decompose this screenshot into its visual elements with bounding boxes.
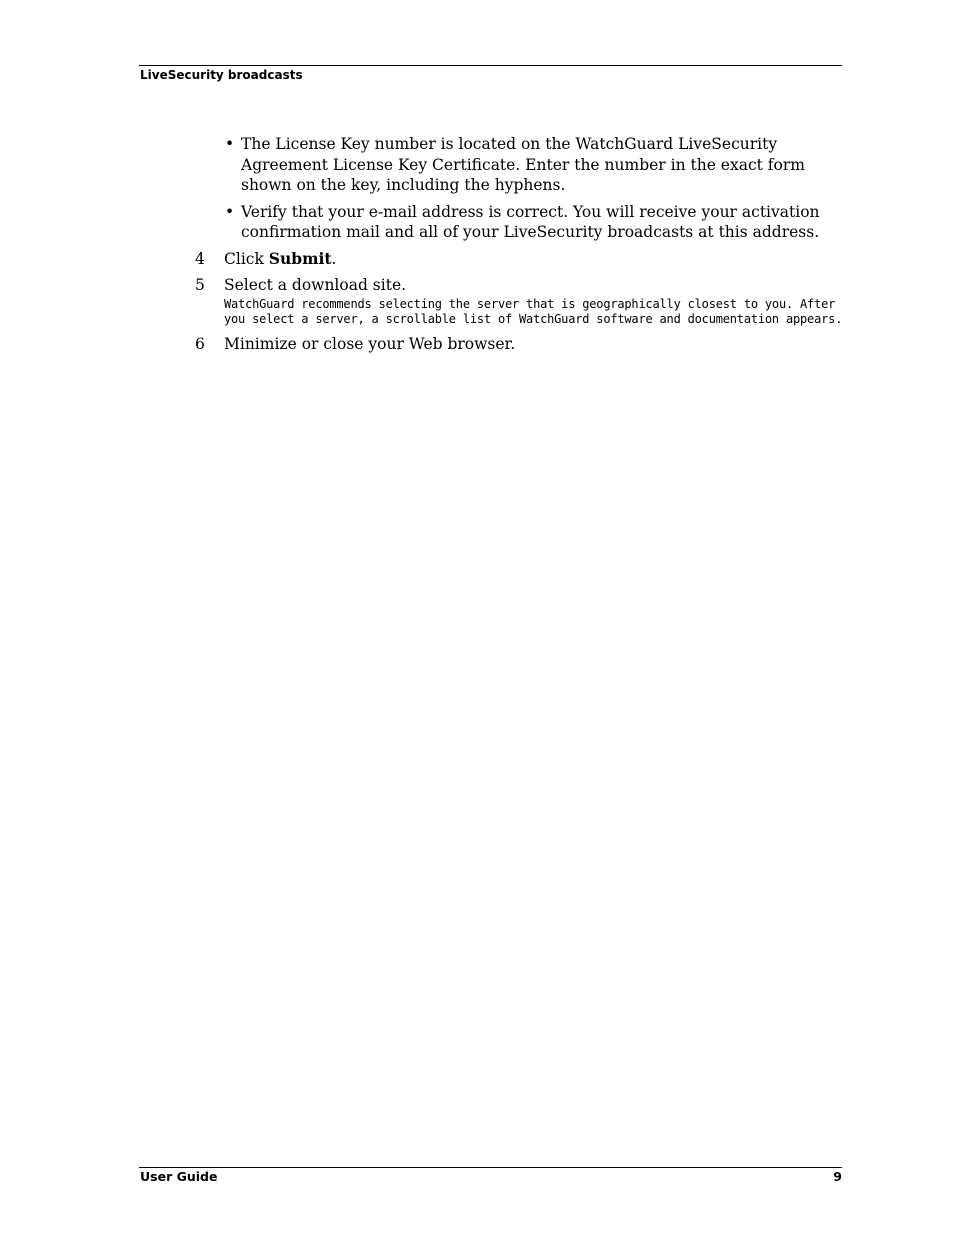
step-text-prefix: Click xyxy=(224,249,269,268)
step-4 xyxy=(195,249,845,270)
bullet-item xyxy=(195,134,845,196)
submit-label: Submit xyxy=(268,248,332,268)
step-6 xyxy=(195,334,845,355)
step-number: 5 xyxy=(195,276,205,294)
running-head: LiveSecurity broadcasts xyxy=(140,68,303,82)
step-text: Minimize or close your Web browser. xyxy=(224,334,516,353)
bullet-marker: • xyxy=(225,135,235,153)
step-text: Select a download site. xyxy=(224,276,407,294)
footer-title: User Guide xyxy=(140,1169,218,1184)
bullet-item xyxy=(195,202,845,243)
bullet-text: Verify that your e-mail address is correct. You will receive your activation confirmation mail and all of your LiveSecurity broadcasts at this address. xyxy=(241,202,820,241)
header-rule xyxy=(139,65,842,66)
bullet-text: The License Key number is located on the WatchGuard LiveSecurity Agreement License Key Certificate. Enter the number in the exact form shown on the key, including the hyphens. xyxy=(241,135,805,194)
step-5 xyxy=(195,275,845,328)
step-text-suffix: . xyxy=(331,249,337,268)
page-content xyxy=(195,134,845,360)
step-number: 6 xyxy=(195,334,205,353)
footer-rule xyxy=(139,1167,842,1168)
step-number: 4 xyxy=(195,249,205,268)
page-number: 9 xyxy=(833,1169,842,1184)
bullet-marker: • xyxy=(225,202,235,221)
step-note: WatchGuard recommends selecting the server that is geographically closest to you. After you select a server, a scrollable list of WatchGuard software and documentation appears. xyxy=(224,296,843,326)
